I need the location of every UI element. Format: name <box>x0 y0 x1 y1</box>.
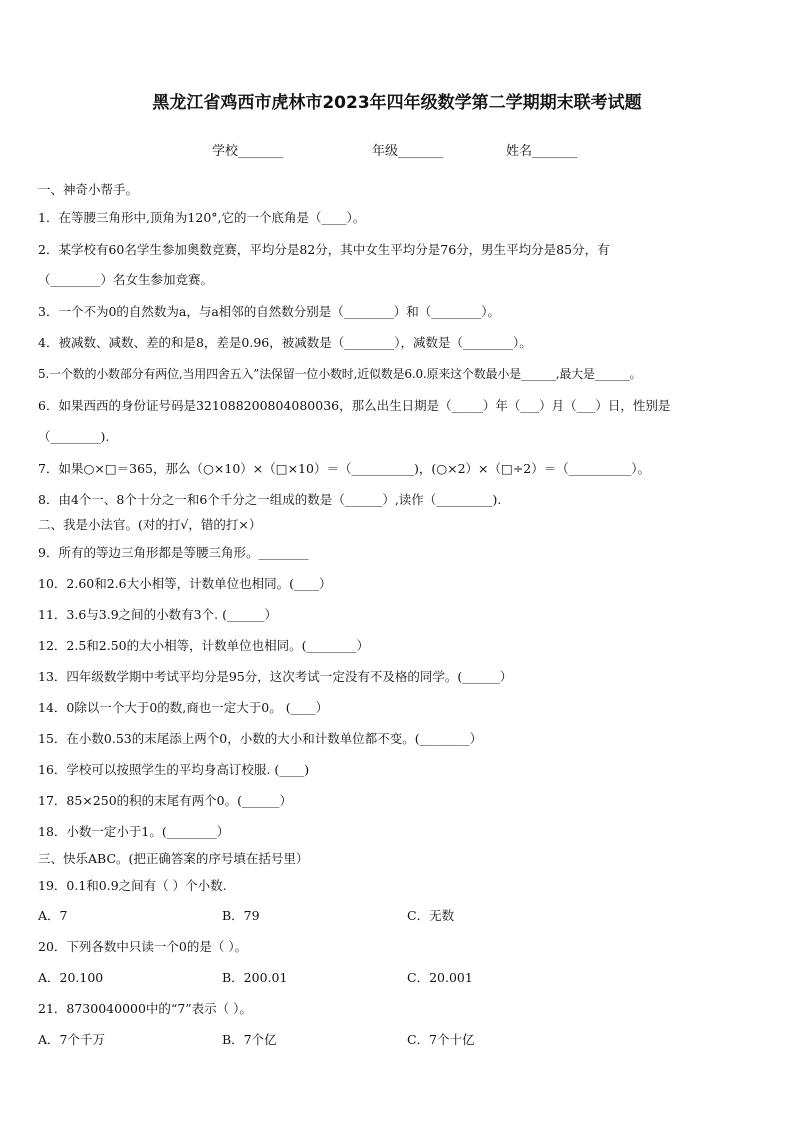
q20-option-b: B．200.01 <box>222 970 288 985</box>
question-5: 5.一个数的小数部分有两位,当用四舍五入”法保留一位小数时,近似数是6.0.原来这个数最小是______,最大是______。 <box>38 367 642 381</box>
question-9: 9．所有的等边三角形都是等腰三角形。________ <box>38 545 309 560</box>
question-8: 8．由4个一、8个十分之一和6个千分之一组成的数是（______）,读作（_________). <box>38 492 502 507</box>
q21-option-b: B．7个亿 <box>222 1032 277 1047</box>
q20-option-c: C．20.001 <box>407 970 473 985</box>
question-4: 4．被减数、减数、差的和是8，差是0.96，被减数是（________），减数是（________）。 <box>38 335 532 350</box>
section-2-heading: 二、我是小法官。(对的打√，错的打×） <box>38 517 262 532</box>
question-7: 7．如果○×□＝365，那么（○×10）×（□×10）＝（__________)，(○×2）×（□÷2）＝（__________）。 <box>38 461 651 476</box>
question-19: 19．0.1和0.9之间有（ ）个小数. <box>38 878 227 893</box>
question-15: 15．在小数0.53的末尾添上两个0，小数的大小和计数单位都不变。(________） <box>38 731 483 746</box>
question-2-line-2: （________）名女生参加竞赛。 <box>38 272 214 287</box>
q19-option-c: C．无数 <box>407 908 455 923</box>
question-3: 3．一个不为0的自然数为a，与a相邻的自然数分别是（________）和（________）。 <box>38 304 501 319</box>
question-12: 12．2.5和2.50的大小相等，计数单位也相同。(________） <box>38 638 369 653</box>
name-field: 姓名_______ <box>506 144 578 159</box>
q21-option-c: C．7个十亿 <box>407 1032 475 1047</box>
question-10: 10．2.60和2.6大小相等，计数单位也相同。(____） <box>38 576 332 591</box>
grade-field: 年级_______ <box>372 144 444 159</box>
question-6-line-1: 6．如果西西的身份证号码是321088200804080036，那么出生日期是（_____）年（___）月（___）日，性别是 <box>38 398 671 413</box>
section-3-heading: 三、快乐ABC。(把正确答案的序号填在括号里） <box>38 851 309 866</box>
question-13: 13．四年级数学期中考试平均分是95分，这次考试一定没有不及格的同学。(______） <box>38 669 513 684</box>
question-1: 1．在等腰三角形中,顶角为120°,它的一个底角是（____）。 <box>38 210 366 225</box>
page-title: 黑龙江省鸡西市虎林市2023年四年级数学第二学期期末联考试题 <box>152 93 642 113</box>
q19-option-a: A．7 <box>38 908 68 923</box>
question-14: 14．0除以一个大于0的数,商也一定大于0。 (____） <box>38 700 329 715</box>
question-17: 17．85×250的积的末尾有两个0。(______） <box>38 793 292 808</box>
school-field: 学校_______ <box>212 144 284 159</box>
q19-option-b: B．79 <box>222 908 260 923</box>
section-1-heading: 一、神奇小帮手。 <box>38 182 139 197</box>
question-2-line-1: 2．某学校有60名学生参加奥数竞赛，平均分是82分，其中女生平均分是76分，男生平均分是85分，有 <box>38 242 610 257</box>
question-16: 16．学校可以按照学生的平均身高订校服. (____) <box>38 762 310 777</box>
question-6-line-2: （________). <box>38 429 110 444</box>
q21-option-a: A．7个千万 <box>38 1032 105 1047</box>
question-21: 21．8730040000中的“7”表示（ ）。 <box>38 1001 252 1016</box>
question-20: 20．下列各数中只读一个0的是（ ）。 <box>38 939 248 954</box>
question-18: 18．小数一定小于1。(________） <box>38 824 230 839</box>
q20-option-a: A．20.100 <box>38 970 104 985</box>
question-11: 11．3.6与3.9之间的小数有3个. (______） <box>38 607 277 622</box>
